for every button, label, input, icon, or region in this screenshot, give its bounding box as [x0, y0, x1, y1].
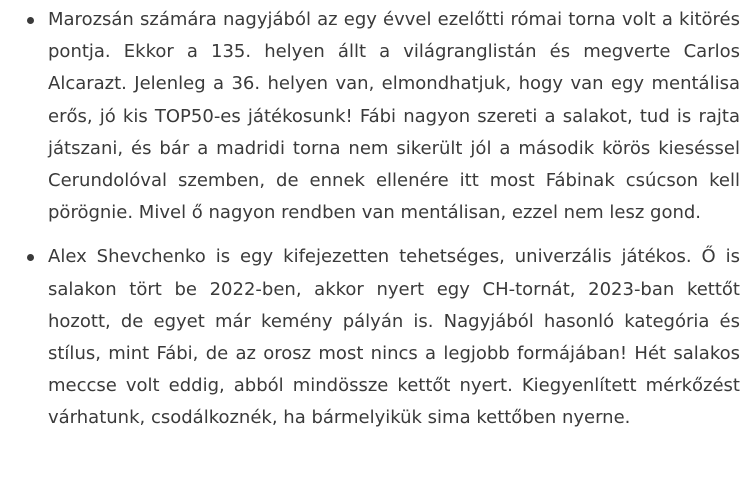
- bullet-dot-icon: [27, 17, 34, 24]
- bullet-list: [0, 4, 756, 447]
- list-item: [0, 4, 756, 229]
- paragraph-text: Marozsán számára nagyjából az egy évvel ezelőtti római torna volt a kitörés pontja. Ekkor a 135. helyen állt a világranglistán és megverte Carlos Alcarazt. Jelenleg a 36. helyen van, elmondhatjuk, hogy van egy mentálisa erős, jó kis TOP50-es játékosunk! Fábi nagyon szereti a salakot, tud is rajta játszani, és bár a madridi torna nem sikerült jól a második körös kieséssel Cerundolóval szemben, de ennek ellenére itt most Fábinak csúcson kell pörögnie. Mivel ő nagyon rendben van mentálisan, ezzel nem lesz gond.: [48, 9, 740, 224]
- bullet-dot-icon: [27, 254, 34, 261]
- paragraph-text: Alex Shevchenko is egy kifejezetten tehetséges, univerzális játékos. Ő is salakon tört be 2022-ben, akkor nyert egy CH-tornát, 2023-ban kettőt hozott, de egyet már kemény pályán is. Nagyjából hasonló kategória és stílus, mint Fábi, de az orosz most nincs a legjobb formájában! Hét salakos meccse volt eddig, abból mindössze kettőt nyert. Kiegyenlített mérkőzést várhatunk, csodálkoznék, ha bármelyikük sima kettőben nyerne.: [48, 246, 740, 429]
- list-item: [0, 241, 756, 434]
